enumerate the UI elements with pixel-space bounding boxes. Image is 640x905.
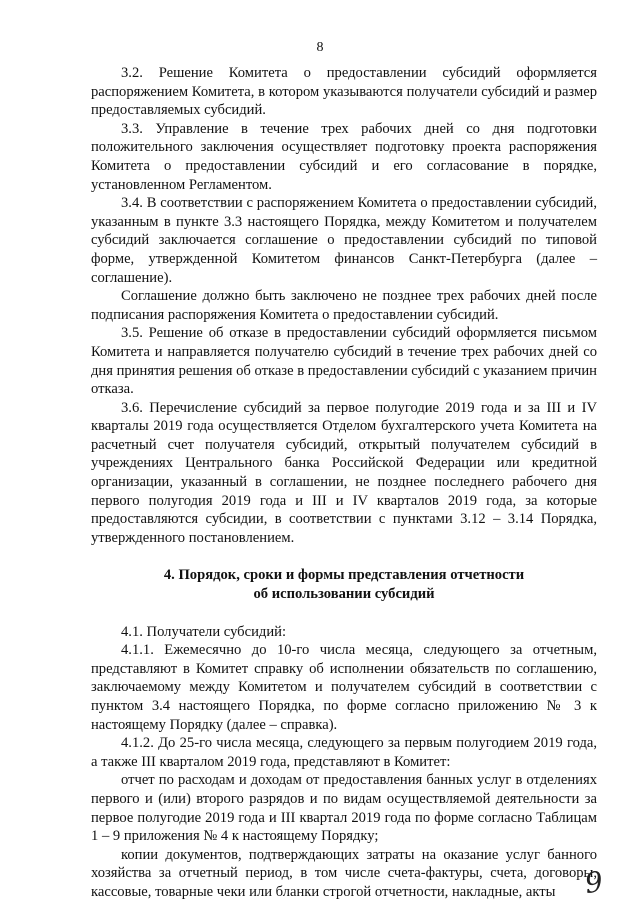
paragraph-copies-item: копии документов, подтверждающих затраты на оказание услуг банного хозяйства за отчетный период, в том числе счета-фактуры, счета, договоры, кассовые, товарные чеки или бланки строгой отчетности, накладные, акты [91, 846, 597, 900]
paragraph-3-2: 3.2. Решение Комитета о предоставлении субсидий оформляется распоряжением Комитета, в котором указываются получатели субсидий и размер предоставляемых субсидий. [91, 65, 597, 119]
paragraph-3-4: 3.4. В соответствии с распоряжением Комитета о предоставлении субсидий, указанным в пункте 3.3 настоящего Порядка, между Комитетом и получателем субсидий заключается соглашение о предоставлении субсидий по типовой форме, утвержденной Комитетом финансов Санкт-Петербурга (далее – соглашение). [91, 195, 597, 286]
handwritten-page-mark: 9 [582, 864, 606, 901]
paragraph-3-3: 3.3. Управление в течение трех рабочих дней со дня подготовки положительного заключения осуществляет подготовку проекта распоряжения Комитета о предоставлении субсидий и его согласование в порядке, установленном Регламентом. [91, 120, 597, 193]
page-number: 8 [316, 40, 324, 55]
paragraph-4-1-1: 4.1.1. Ежемесячно до 10-го числа месяца, следующего за отчетным, представляют в Комитет справку об исполнении обязательств по соглашению, заключаемому между Комитетом и получателем субсидий в соответствии с пунктом 3.4 настоящего Порядка, по форме согласно приложению № 3 к настоящему Порядку (далее – справка). [91, 642, 597, 733]
paragraph-3-4-note: Соглашение должно быть заключено не позднее трех рабочих дней после подписания распоряжения Комитета о предоставлении субсидий. [91, 288, 597, 323]
section-4-heading [91, 566, 597, 603]
paragraph-4-1-2: 4.1.2. До 25-го числа месяца, следующего за первым полугодием 2019 года, а также III кварталом 2019 года, представляют в Комитет: [91, 735, 597, 770]
paragraph-3-5: 3.5. Решение об отказе в предоставлении субсидий оформляется письмом Комитета и направляется получателю субсидий в течение трех рабочих дней со дня принятия решения об отказе в предоставлении субсидий с указанием причин отказа. [91, 325, 597, 398]
document-body [91, 64, 597, 902]
paragraph-4-1: 4.1. Получатели субсидий: [121, 623, 286, 640]
paragraph-3-6: 3.6. Перечисление субсидий за первое полугодие 2019 года и за III и IV кварталы 2019 года осуществляется Отделом бухгалтерского учета Комитета на расчетный счет получателя субсидий, открытый получателем субсидий в учреждениях Центрального банка Российской Федерации или кредитной организации, указанный в соглашении, не позднее последнего рабочего дня первого полугодия 2019 года и III и IV кварталов 2019 года, за которые предоставляются субсидии, в соответствии с пунктами 3.12 – 3.14 Порядка, утвержденного постановлением. [91, 399, 597, 546]
section-heading-line1: 4. Порядок, сроки и формы представления отчетности [163, 567, 525, 584]
section-heading-line2: об использовании субсидий [253, 586, 435, 603]
paragraph-report-item: отчет по расходам и доходам от предоставления банных услуг в отделениях первого и (или) второго разрядов и по видам осуществляемой деятельности за первое полугодие 2019 года и III квартал 2019 года по форме согласно Таблицам 1 – 9 приложения № 4 к настоящему Порядку; [91, 772, 597, 845]
